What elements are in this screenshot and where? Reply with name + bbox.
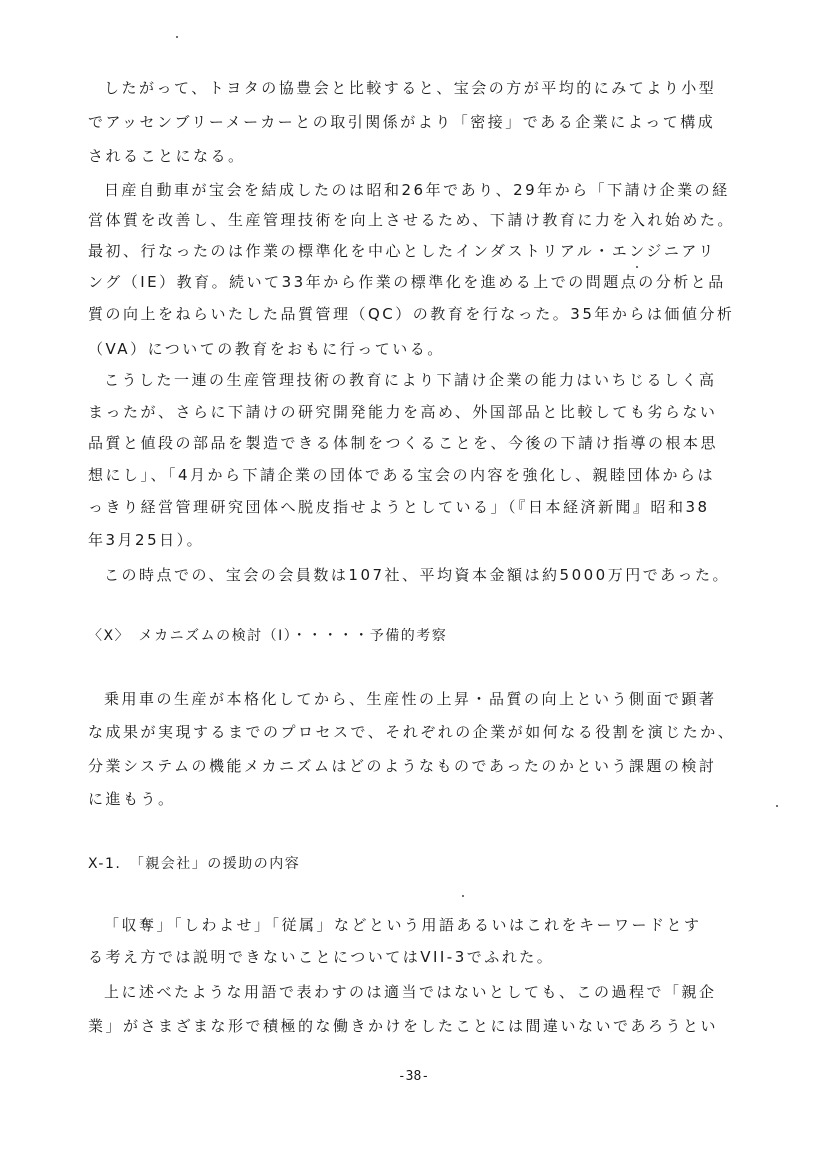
text-line: 品質と値段の部品を製造できる体制をつくることを、今後の下請け指導の根本思 <box>88 434 719 452</box>
text-line: （VA）についての教育をおもに行っている。 <box>88 340 445 358</box>
text-line: 年3月25日）。 <box>88 531 205 549</box>
text-line: な成果が実現するまでのプロセスで、それぞれの企業が如何なる役割を演じたか、 <box>88 723 736 741</box>
scan-speck <box>462 895 464 897</box>
text-line: 営体質を改善し、生産管理技術を向上させるため、下請け教育に力を入れ始めた。 <box>88 211 735 229</box>
text-line: 日産自動車が宝会を結成したのは昭和26年であり、29年から「下請け企業の経 <box>104 181 730 199</box>
section-heading: 〈X〉 メカニズムの検討（I）・・・・・予備的考察 <box>88 628 448 644</box>
text-line: 乗用車の生産が本格化してから、生産性の上昇・品質の向上という側面で顕著 <box>104 690 717 708</box>
text-line: でアッセンブリーメーカーとの取引関係がより「密接」である企業によって構成 <box>88 113 716 131</box>
text-line: 想にし」、「4月から下請企業の団体である宝会の内容を強化し、親睦団体からは <box>88 466 716 484</box>
scan-speck <box>776 805 778 807</box>
text-line: 上に述べたような用語で表わすのは適当ではないとしても、この過程で「親企 <box>104 983 717 1001</box>
scan-speck <box>176 36 178 38</box>
text-line: こうした一連の生産管理技術の教育により下請け企業の能力はいちじるしく高 <box>104 371 717 389</box>
text-line: されることになる。 <box>88 147 246 165</box>
page-number: -38- <box>397 1069 430 1084</box>
text-line: ング（IE）教育。続いて33年から作業の標準化を進める上での問題点の分析と品 <box>88 273 726 291</box>
text-line: 業」がさまざまな形で積極的な働きかけをしたことには間違いないであろうとい <box>88 1017 719 1035</box>
text-line: っきり経営管理研究団体へ脱皮指せようとしている」（『日本経済新聞』昭和38 <box>88 498 710 516</box>
text-line: に進もう。 <box>88 790 176 808</box>
text-line: 質の向上をねらいたした品質管理（QC）の教育を行なった。35年からは価値分析 <box>88 305 735 323</box>
text-line: 最初、行なったのは作業の標準化を中心としたインダストリアル・エンジニアリ <box>88 242 716 260</box>
text-line: この時点での、宝会の会員数は107社、平均資本金額は約5000万円であった。 <box>104 566 731 584</box>
text-line: 「収奪」「しわよせ」「従属」などという用語あるいはこれをキーワードとす <box>104 916 702 934</box>
subsection-heading: X-1. 「親会社」の援助の内容 <box>88 856 301 872</box>
text-line: したがって、トヨタの協豊会と比較すると、宝会の方が平均的にみてより小型 <box>104 79 717 97</box>
scan-speck <box>636 266 638 268</box>
text-line: る考え方では説明できないことについてはVII-3でふれた。 <box>88 948 555 966</box>
text-line: まったが、さらに下請けの研究開発能力を高め、外国部品と比較しても劣らない <box>88 403 718 421</box>
text-line: 分業システムの機能メカニズムはどのようなものであったのかという課題の検討 <box>88 757 717 775</box>
